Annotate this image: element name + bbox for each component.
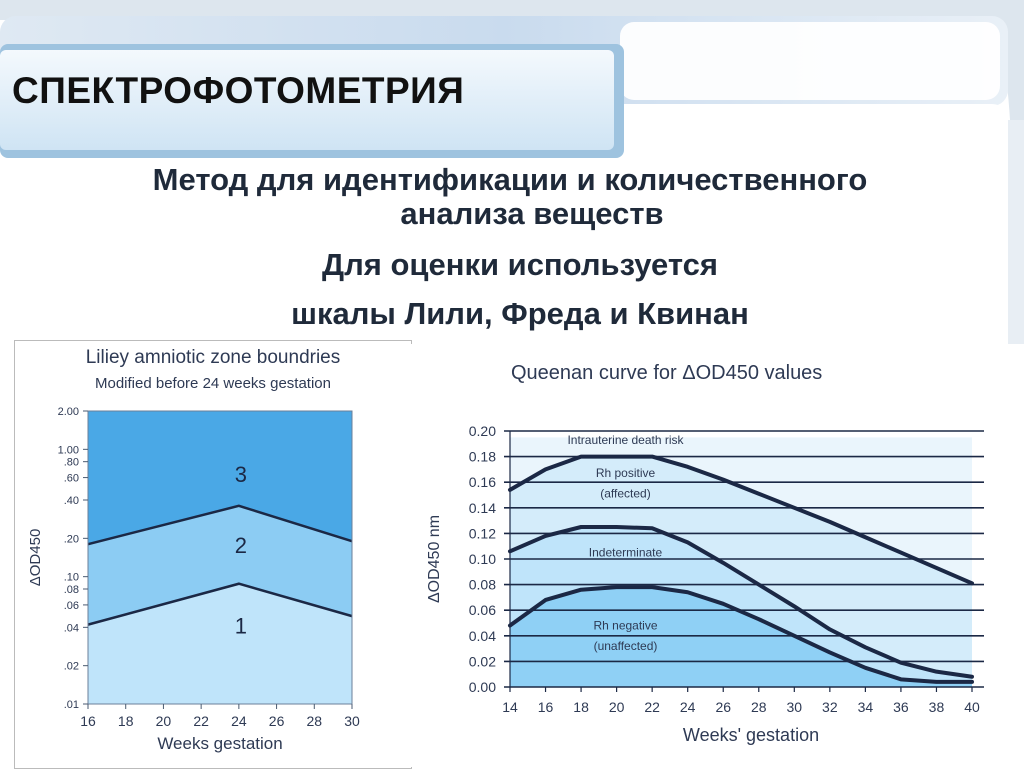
queenan-y-axis-label: ΔOD450 nm <box>426 514 443 604</box>
subtitle-line-2: анализа веществ <box>400 196 664 231</box>
queenan-y-tick-label: 0.10 <box>468 551 496 567</box>
liley-zone-label-2: 2 <box>234 533 247 559</box>
queenan-y-tick-label: 0.14 <box>468 499 496 516</box>
queenan-y-tick-label: 0.20 <box>468 423 496 439</box>
queenan-title: Queenan curve for ΔOD450 values <box>511 362 823 384</box>
queenan-x-tick-label: 16 <box>537 699 554 715</box>
liley-y-tick-label: .08 <box>63 584 79 597</box>
liley-y-tick-label: 2.00 <box>57 406 79 418</box>
liley-chart-panel <box>14 340 412 769</box>
queenan-annotation: Indeterminate <box>588 545 663 560</box>
queenan-x-tick-label: 40 <box>964 699 980 715</box>
liley-y-tick-label: .60 <box>63 472 79 485</box>
liley-x-axis-label: Weeks gestation <box>157 734 283 753</box>
slide-title: СПЕКТРОФОТОМЕТРИЯ <box>12 70 465 111</box>
queenan-y-tick-label: 0.12 <box>468 525 496 542</box>
liley-x-tick-label: 28 <box>306 713 323 729</box>
queenan-x-tick-label: 32 <box>822 699 838 715</box>
queenan-x-tick-label: 14 <box>502 699 518 715</box>
liley-x-tick-label: 20 <box>155 713 172 729</box>
queenan-x-tick-label: 30 <box>786 699 803 715</box>
liley-y-tick-label: .06 <box>63 599 79 612</box>
subtitle-line-1: Метод для идентификации и количественного <box>152 162 868 197</box>
queenan-chart-panel <box>411 344 1024 767</box>
queenan-y-tick-label: 0.06 <box>468 602 496 619</box>
queenan-x-axis-label: Weeks' gestation <box>682 725 820 745</box>
queenan-y-tick-label: 0.18 <box>468 448 496 465</box>
queenan-x-tick-label: 24 <box>679 699 696 715</box>
queenan-x-tick-label: 22 <box>644 699 660 715</box>
queenan-y-tick-label: 0.00 <box>468 679 496 695</box>
queenan-annotation: Intrauterine death risk <box>567 432 684 447</box>
liley-y-tick-label: .20 <box>63 533 79 546</box>
queenan-x-tick-label: 28 <box>750 699 767 715</box>
queenan-x-tick-label: 34 <box>857 699 874 715</box>
liley-x-tick-label: 18 <box>117 713 134 729</box>
subtitle-line-3: Для оценки используется <box>322 247 718 282</box>
liley-zone-label-3: 3 <box>234 462 247 488</box>
liley-x-tick-label: 16 <box>80 713 96 729</box>
liley-y-tick-label: .01 <box>63 699 79 711</box>
liley-y-tick-label: .04 <box>63 622 79 635</box>
liley-y-tick-label: .10 <box>63 571 79 584</box>
queenan-annotation: Rh positive <box>595 466 656 481</box>
queenan-y-tick-label: 0.08 <box>468 576 496 593</box>
liley-y-axis-label: ΔOD450 <box>27 528 44 587</box>
queenan-x-tick-label: 26 <box>715 699 732 715</box>
liley-title: Liliey amniotic zone boundries <box>85 347 341 368</box>
queenan-chart <box>411 344 1024 767</box>
queenan-x-tick-label: 18 <box>573 699 589 715</box>
liley-chart <box>15 341 411 768</box>
liley-subtitle: Modified before 24 weeks gestation <box>95 375 331 392</box>
liley-y-tick-label: .02 <box>63 660 79 673</box>
liley-y-tick-label: .80 <box>63 456 79 469</box>
liley-y-tick-label: 1.00 <box>57 444 79 457</box>
queenan-x-tick-label: 36 <box>893 699 909 715</box>
liley-x-tick-label: 30 <box>344 713 360 729</box>
queenan-y-tick-label: 0.04 <box>468 627 496 644</box>
subtitle-line-4: шкалы Лили, Фреда и Квинан <box>291 296 749 331</box>
queenan-x-tick-label: 20 <box>608 699 625 715</box>
queenan-x-tick-label: 38 <box>928 699 945 715</box>
liley-x-tick-label: 22 <box>193 713 209 729</box>
queenan-annotation: (affected) <box>600 486 651 501</box>
queenan-annotation: (unaffected) <box>593 639 658 654</box>
liley-x-tick-label: 24 <box>231 713 247 729</box>
liley-y-tick-label: .40 <box>63 495 79 508</box>
queenan-y-tick-label: 0.16 <box>468 474 496 491</box>
queenan-y-tick-label: 0.02 <box>468 653 496 670</box>
queenan-annotation: Rh negative <box>593 618 658 633</box>
liley-zone-label-1: 1 <box>234 613 247 639</box>
liley-x-tick-label: 26 <box>268 713 285 729</box>
